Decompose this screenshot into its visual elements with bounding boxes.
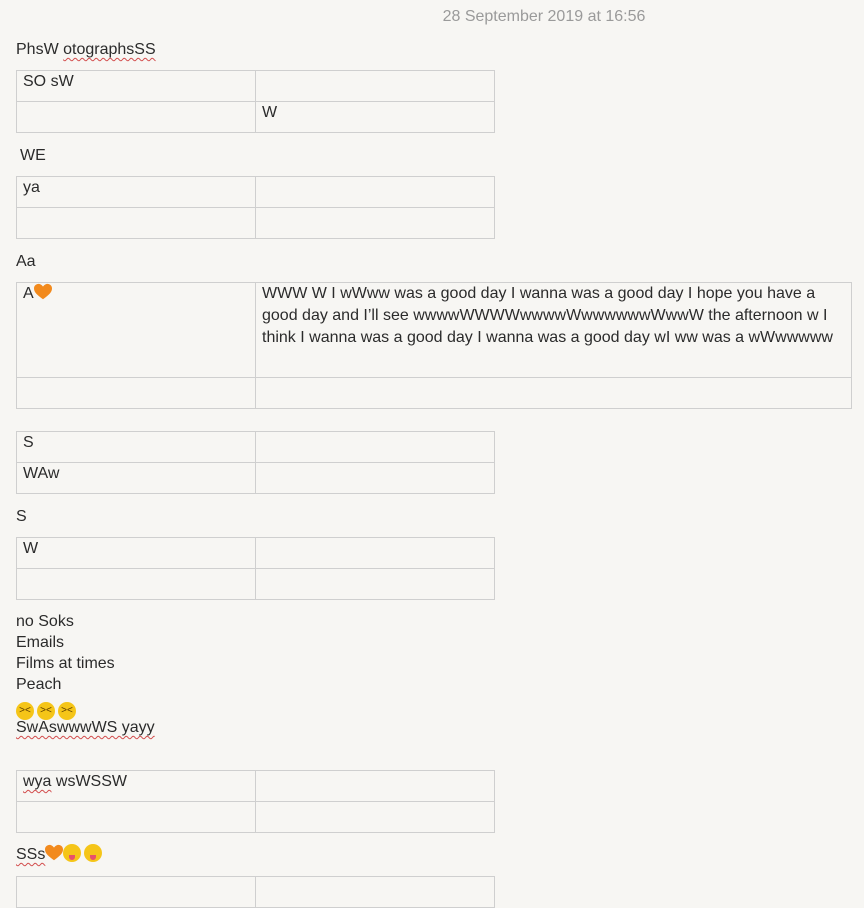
table-6[interactable]: [16, 770, 495, 833]
label-s[interactable]: S: [16, 508, 27, 525]
table-cell[interactable]: S: [17, 432, 256, 463]
cell-text: A: [23, 285, 34, 302]
table-cell[interactable]: [256, 538, 495, 569]
table-cell[interactable]: W: [256, 102, 495, 133]
footer-line[interactable]: SSs: [16, 844, 105, 865]
table-cell[interactable]: WWW W I wWww was a good day I wanna was a good day I hope you have a good day and I’ll see wwwwWWWWwwwwWwwwwwwWwwW the afternoon w I think I wanna was a good day I wanna was a good day wI ww was a wWwwwww: [256, 283, 852, 378]
list-item[interactable]: Films at times: [16, 655, 115, 672]
table-cell[interactable]: wya wsWSSW: [17, 771, 256, 802]
tongue-face-icon: [84, 844, 102, 862]
table-cell[interactable]: [256, 71, 495, 102]
table-cell[interactable]: [17, 378, 256, 409]
table-cell[interactable]: W: [17, 538, 256, 569]
table-cell[interactable]: [17, 877, 256, 908]
table-cell[interactable]: [256, 432, 495, 463]
table-cell[interactable]: [256, 877, 495, 908]
table-7[interactable]: [16, 876, 495, 908]
orange-heart-icon: [45, 844, 63, 862]
table-cell[interactable]: SO sW: [17, 71, 256, 102]
table-cell[interactable]: [17, 802, 256, 833]
table-cell[interactable]: [256, 208, 495, 239]
table-5[interactable]: [16, 537, 495, 600]
table-2[interactable]: [16, 176, 495, 239]
table-cell[interactable]: WAw: [17, 463, 256, 494]
list-item[interactable]: no Soks: [16, 613, 74, 630]
note-title[interactable]: PhsW otographsSS: [16, 41, 156, 58]
laughing-face-icon: ><: [37, 702, 55, 720]
table-cell[interactable]: ya: [17, 177, 256, 208]
table-cell[interactable]: [256, 771, 495, 802]
table-cell[interactable]: [17, 102, 256, 133]
table-4[interactable]: [16, 431, 495, 494]
list-item[interactable]: Peach: [16, 676, 62, 693]
table-cell[interactable]: [256, 463, 495, 494]
label-aa[interactable]: Aa: [16, 253, 36, 270]
line-swas[interactable]: SwAswwwWS yayy: [16, 719, 155, 736]
tongue-face-icon: [63, 844, 81, 862]
list-item[interactable]: Emails: [16, 634, 65, 651]
table-cell[interactable]: [256, 378, 852, 409]
label-we[interactable]: WE: [20, 147, 46, 164]
laughing-face-icon: ><: [16, 702, 34, 720]
table-cell[interactable]: [17, 208, 256, 239]
table-cell[interactable]: [256, 177, 495, 208]
note-date: 28 September 2019 at 16:56: [442, 8, 646, 25]
table-cell[interactable]: [256, 802, 495, 833]
table-cell[interactable]: [17, 283, 256, 378]
table-3[interactable]: [16, 282, 852, 409]
laughing-face-icon: ><: [58, 702, 76, 720]
table-1[interactable]: [16, 70, 495, 133]
table-cell[interactable]: [256, 569, 495, 600]
table-cell[interactable]: [17, 569, 256, 600]
orange-heart-icon: [34, 283, 52, 301]
